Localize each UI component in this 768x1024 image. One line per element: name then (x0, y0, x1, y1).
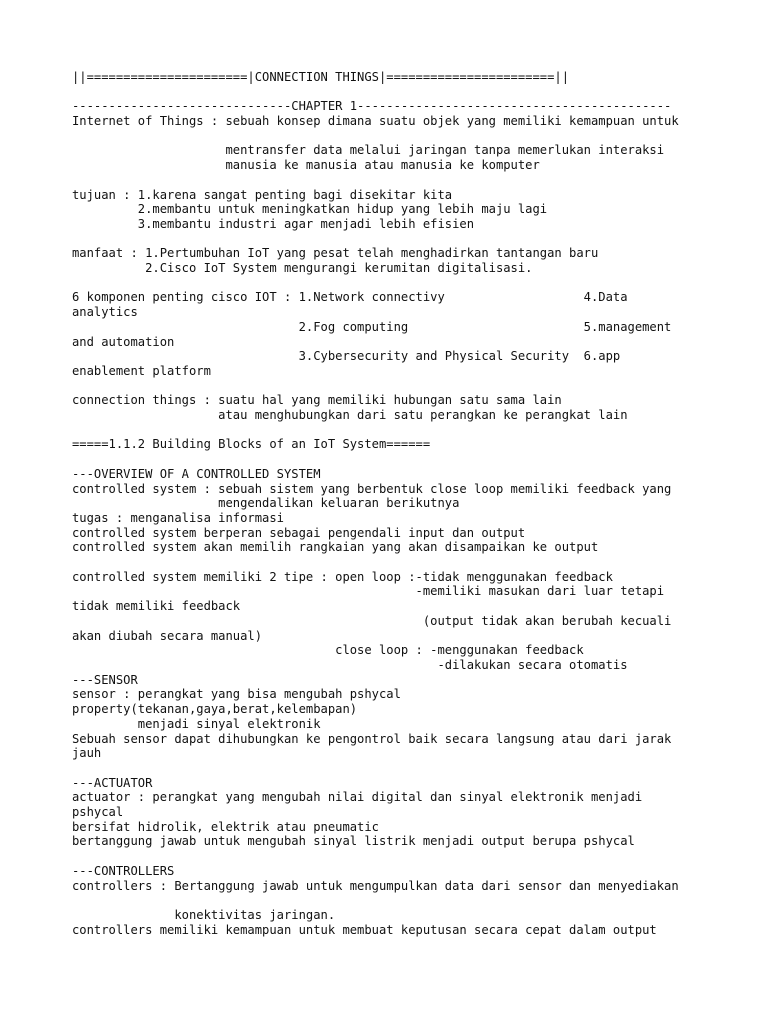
blank-line (72, 452, 712, 467)
text-line: actuator : perangkat yang mengubah nilai digital dan sinyal elektronik menjadi (72, 790, 643, 805)
text-line: enablement platform (72, 363, 211, 378)
text-line: sensor : perangkat yang bisa mengubah pshycal (72, 687, 401, 702)
text-line: 2.Fog computing 5.management (72, 319, 672, 334)
blank-line (72, 379, 712, 394)
text-line: controllers memiliki kemampuan untuk membuat keputusan secara cepat dalam output (72, 922, 657, 937)
blank-line (72, 849, 712, 864)
text-line: =====1.1.2 Building Blocks of an IoT System====== (72, 437, 431, 452)
text-line: mengendalikan keluaran berikutnya (72, 496, 460, 511)
text-line: ---SENSOR (72, 672, 138, 687)
text-line: analytics (72, 305, 138, 320)
blank-line (72, 893, 712, 908)
blank-line (72, 555, 712, 570)
text-line: konektivitas jaringan. (72, 907, 336, 922)
text-line: -dilakukan secara otomatis (72, 657, 628, 672)
blank-line (72, 85, 712, 100)
text-line: Sebuah sensor dapat dihubungkan ke pengontrol baik secara langsung atau dari jarak (72, 731, 672, 746)
text-line: jauh (72, 746, 102, 761)
text-line: ---OVERVIEW OF A CONTROLLED SYSTEM (72, 466, 321, 481)
text-line: mentransfer data melalui jaringan tanpa memerlukan interaksi (72, 143, 665, 158)
text-line: connection things : suatu hal yang memiliki hubungan satu sama lain (72, 393, 562, 408)
text-line: and automation (72, 334, 175, 349)
text-line: ---ACTUATOR (72, 775, 153, 790)
text-line: manfaat : 1.Pertumbuhan IoT yang pesat telah menghadirkan tantangan baru (72, 246, 599, 261)
text-line: (output tidak akan berubah kecuali (72, 613, 672, 628)
text-line: tidak memiliki feedback (72, 599, 241, 614)
text-line: 6 komponen penting cisco IOT : 1.Network connectivy 4.Data (72, 290, 628, 305)
text-line: Internet of Things : sebuah konsep dimana suatu objek yang memiliki kemampuan untuk (72, 114, 679, 129)
blank-line (72, 276, 712, 291)
blank-line (72, 232, 712, 247)
text-line: controllers : Bertanggung jawab untuk mengumpulkan data dari sensor dan menyediakan (72, 878, 679, 893)
text-line: 3.Cybersecurity and Physical Security 6.app (72, 349, 621, 364)
text-line: controlled system berperan sebagai pengendali input dan output (72, 525, 526, 540)
blank-line (72, 761, 712, 776)
document-text (72, 70, 712, 937)
text-line: property(tekanan,gaya,berat,kelembapan) (72, 702, 358, 717)
text-line: tugas : menganalisa informasi (72, 510, 284, 525)
text-line: bersifat hidrolik, elektrik atau pneumatic (72, 819, 379, 834)
text-line: ||======================|CONNECTION THINGS|=======================|| (72, 70, 570, 84)
text-line: 3.membantu industri agar menjadi lebih efisien (72, 216, 475, 231)
text-line: manusia ke manusia atau manusia ke komputer (72, 158, 540, 173)
blank-line (72, 129, 712, 144)
text-line: ------------------------------CHAPTER 1------------------------------------------- (72, 99, 672, 114)
text-line: menjadi sinyal elektronik (72, 716, 321, 731)
text-line: controlled system akan memilih rangkaian yang akan disampaikan ke output (72, 540, 599, 555)
text-line: controlled system memiliki 2 tipe : open loop :-tidak menggunakan feedback (72, 569, 613, 584)
blank-line (72, 423, 712, 438)
text-line: close loop : -menggunakan feedback (72, 643, 584, 658)
text-line: 2.membantu untuk meningkatkan hidup yang lebih maju lagi (72, 202, 548, 217)
text-line: 2.Cisco IoT System mengurangi kerumitan digitalisasi. (72, 261, 533, 276)
text-line: pshycal (72, 805, 124, 819)
blank-line (72, 173, 712, 188)
text-line: akan diubah secara manual) (72, 628, 263, 643)
text-line: controlled system : sebuah sistem yang berbentuk close loop memiliki feedback yang (72, 481, 672, 496)
text-line: bertanggung jawab untuk mengubah sinyal listrik menjadi output berupa pshycal (72, 834, 635, 849)
text-line: ---CONTROLLERS (72, 863, 175, 878)
text-line: tujuan : 1.karena sangat penting bagi disekitar kita (72, 187, 453, 202)
text-line: atau menghubungkan dari satu perangkan ke perangkat lain (72, 408, 628, 423)
text-line: -memiliki masukan dari luar tetapi (72, 584, 665, 599)
